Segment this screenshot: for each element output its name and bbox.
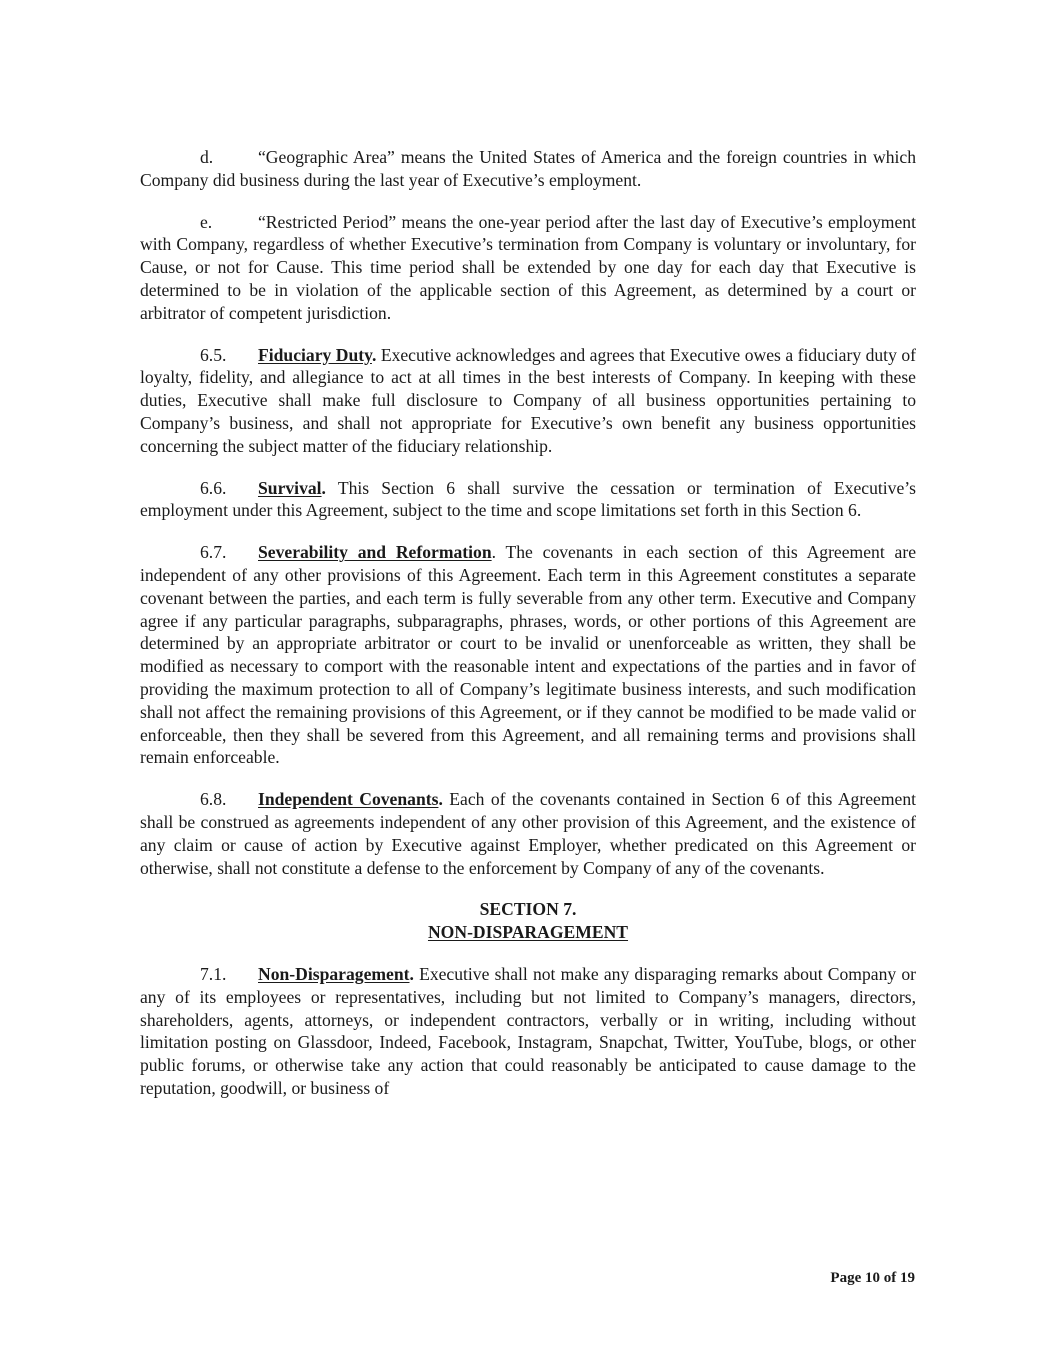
page-number: Page 10 of 19 xyxy=(830,1270,915,1286)
document-page xyxy=(140,146,916,1119)
paragraph-6-7 xyxy=(140,541,916,769)
paragraph-text: Executive acknowledges and agrees that Executive owes a fiduciary duty of loyalty, fidelity, and allegiance to act at all times in the best interests of Company. In keeping with these duties, Executive shall make full disclosure to Company of all business opportunities pertaining to Company’s business, and shall not appropriate for Executive’s own benefit any business opportunities concerning the subject matter of the fiduciary relationship. xyxy=(140,344,916,456)
paragraph-text: “Restricted Period” means the one-year period after the last day of Executive’s employment with Company, regardless of whether Executive’s termination from Company is voluntary or involuntary, for Cause, or not for Cause. This time period shall be extended by one day for each day that Executive is determined to be in violation of the applicable section of this Agreement, as determined by a court or arbitrator of competent jurisdiction. xyxy=(140,211,916,323)
paragraph-6-5 xyxy=(140,344,916,458)
heading-period: . xyxy=(409,963,414,984)
paragraph-heading: Survival xyxy=(258,477,322,498)
paragraph-heading: Independent Covenants xyxy=(258,789,439,810)
paragraph-6-8 xyxy=(140,788,916,879)
section-number: SECTION 7. xyxy=(479,899,577,920)
paragraph-text: Each of the covenants contained in Section 6 of this Agreement shall be construed as agreements independent of any other provision of this Agreement, and the existence of any claim or cause of action by Executive against Employer, whether predicated on this Agreement or otherwise, shall not constitute a defense to the enforcement by Company of any of the covenants. xyxy=(140,789,917,878)
paragraph-number: 6.6. xyxy=(200,477,227,498)
section-title: NON-DISPARAGEMENT xyxy=(427,922,629,943)
section-heading xyxy=(140,898,916,944)
paragraph-number: d. xyxy=(200,147,214,167)
paragraph-heading: Fiduciary Duty xyxy=(258,344,372,365)
paragraph-text: This Section 6 shall survive the cessation or termination of Executive’s employment under this Agreement, subject to the time and scope limitations set forth in this Section 6. xyxy=(140,477,916,521)
paragraph-text: “Geographic Area” means the United States of America and the foreign countries in which Company did business during the last year of Executive’s employment. xyxy=(140,147,916,190)
paragraph-7-1 xyxy=(140,963,916,1100)
heading-period: . xyxy=(491,542,497,563)
paragraph-text: Executive shall not make any disparaging remarks about Company or any of its employees or representatives, including but not limited to Company’s managers, directors, shareholders, agents, attorneys, or independent contractors, verbally or in writing, including without limitation posting on Glassdoor, Indeed, Facebook, Instagram, Snapchat, Twitter, YouTube, blogs, or other public forums, or otherwise take any action that could reasonably be anticipated to cause damage to the reputation, goodwill, or business of xyxy=(140,963,916,1098)
heading-period: . xyxy=(321,477,326,498)
paragraph-number: 6.8. xyxy=(200,789,227,810)
heading-period: . xyxy=(371,344,377,365)
paragraph-number: 6.5. xyxy=(200,344,227,365)
paragraph-text: The covenants in each section of this Agreement are independent of any other provisions of this Agreement. Each term in this Agreement constitutes a separate covenant between the parties, and each term is fully severable from any other term. Executive and Company agree if any particular paragraphs, subparagraphs, phrases, words, or other portions of this Agreement are determined by an appropriate arbitrator or court to be invalid or unenforceable as written, they shall be modified as necessary to comport with the reasonable intent and expectations of the parties and in favor of providing the maximum protection to all of Company’s legitimate business interests, and such modification shall not affect the remaining provisions of this Agreement, or if they cannot be modified to be made valid or enforceable, then they shall be severed from this Agreement, and all remaining terms and provisions shall remain enforceable. xyxy=(140,542,916,768)
paragraph-number: 7.1. xyxy=(200,963,227,984)
heading-period: . xyxy=(438,789,443,810)
paragraph-heading: Non-Disparagement xyxy=(258,963,410,984)
paragraph-d xyxy=(140,146,916,192)
paragraph-number: 6.7. xyxy=(200,542,227,563)
paragraph-e xyxy=(140,211,916,325)
paragraph-number: e. xyxy=(200,211,213,232)
paragraph-6-6 xyxy=(140,477,916,523)
paragraph-heading: Severability and Reformation xyxy=(258,542,492,563)
